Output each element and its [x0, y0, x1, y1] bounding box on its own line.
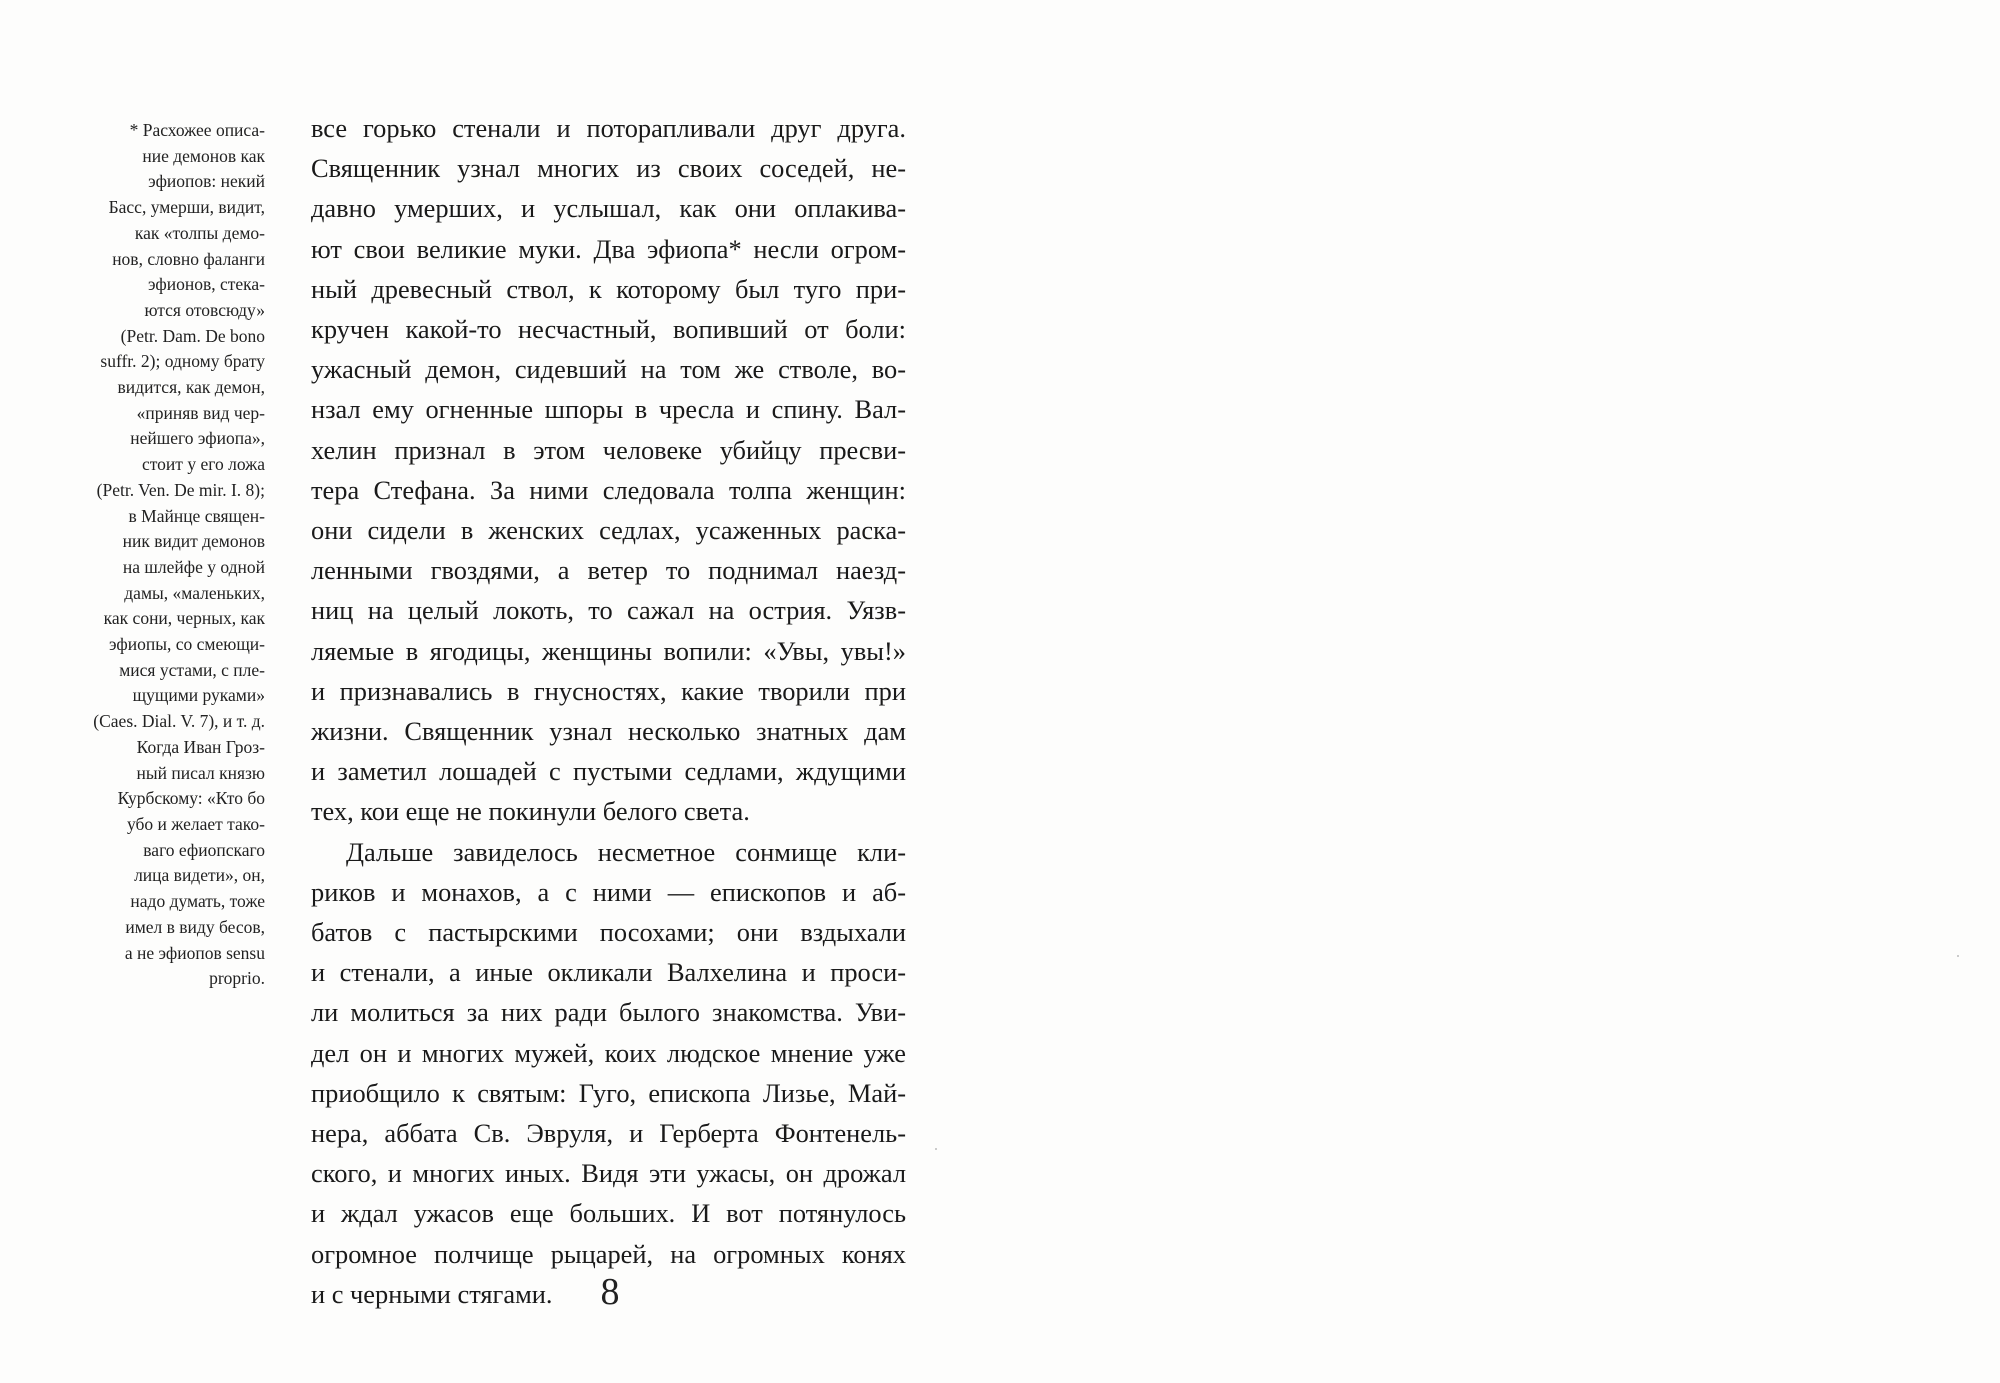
text-line: и стенали, а иные окликали Валхелина и проси-	[311, 957, 906, 988]
text-line: нзал ему огненные шпоры в чресла и спину. Вал-	[311, 394, 906, 425]
footnote-line: (Petr. Ven. De mir. I. 8);	[96, 479, 265, 500]
left-main-text	[311, 108, 906, 1314]
footnote-line: ние демонов как	[142, 145, 265, 166]
footnote-line: ный писал князю	[136, 762, 265, 783]
page-number-left: 8	[600, 1271, 620, 1313]
text-line: риков и монахов, а с ними — епископов и аб-	[311, 876, 906, 907]
footnote-line: надо думать, тоже	[130, 891, 265, 912]
footnote-line: мися устами, с пле-	[119, 659, 265, 680]
text-line: нера, аббата Св. Эвруля, и Герберта Фонтенель-	[311, 1118, 906, 1149]
text-line: батов с пастырскими посохами; они вздыхали	[311, 917, 906, 948]
text-line: приобщило к святым: Гуго, епископа Лизье, Май-	[311, 1077, 906, 1108]
footnote-line: нов, словно фаланги	[112, 248, 265, 269]
text-line: и ждал ужасов еще больших. И вот потянулось	[311, 1198, 906, 1229]
text-line: давно умерших, и услышал, как они оплакива-	[311, 193, 906, 224]
margin-footnote	[60, 118, 265, 992]
footnote-line: ваго ефиопскаго	[143, 839, 265, 860]
footnote-line: Курбскому: «Кто бо	[117, 788, 265, 809]
footnote-line: имел в виду бесов,	[125, 916, 265, 937]
footnote-line: убо и желает тако-	[126, 813, 265, 834]
footnote-line: дамы, «маленьких,	[124, 582, 265, 603]
footnote-line: эфиопов: некий	[148, 171, 265, 192]
text-line: жизни. Священник узнал несколько знатных дам	[311, 716, 906, 747]
text-line: ляемые в ягодицы, женщины вопили: «Увы, увы!»	[311, 635, 906, 666]
text-line: и с черными стягами.	[311, 1278, 553, 1309]
text-line: они сидели в женских седлах, усаженных раска-	[311, 515, 906, 546]
paper-speck	[935, 1148, 937, 1150]
text-line: тера Стефана. За ними следовала толпа женщин:	[311, 474, 906, 505]
footnote-line: Когда Иван Гроз-	[136, 736, 265, 757]
text-line: Дальше завиделось несметное сонмище кли-	[346, 836, 906, 867]
footnote-line: на шлейфе у одной	[122, 556, 265, 577]
footnote-line: suffr. 2); одному брату	[100, 351, 265, 372]
footnote-line: (Caes. Dial. V. 7), и т. д.	[93, 711, 265, 732]
footnote-line: эфионов, стека-	[147, 274, 265, 295]
footnote-line: эфиопы, со смеющи-	[109, 634, 265, 655]
footnote-line: * Расхожее описа-	[129, 120, 265, 140]
paper-speck	[1957, 955, 1959, 957]
text-line: ют свои великие муки. Два эфиопа* несли огром-	[311, 233, 906, 264]
footnote-line: (Petr. Dam. De bono	[120, 325, 265, 346]
text-line: все горько стенали и поторапливали друг друга.	[311, 113, 906, 143]
footnote-line: как «толпы демо-	[134, 222, 265, 243]
text-line: кручен какой-то несчастный, вопивший от боли:	[311, 314, 906, 345]
text-line: тех, кои еще не покинули белого света.	[311, 796, 750, 827]
text-line: ского, и многих иных. Видя эти ужасы, он дрожал	[311, 1158, 906, 1189]
text-line: хелин признал в этом человеке убийцу пресви-	[311, 434, 906, 465]
footnote-line: а не эфиопов sensu	[124, 942, 265, 963]
text-line: ли молиться за них ради былого знакомства. Уви-	[311, 997, 906, 1028]
text-line: огромное полчище рыцарей, на огромных конях	[311, 1238, 906, 1269]
footnote-line: как сони, черных, как	[103, 608, 265, 629]
footnote-line: видится, как демон,	[117, 377, 265, 398]
footnote-line: щущими руками»	[132, 685, 265, 706]
text-line: Священник узнал многих из своих соседей, не-	[311, 153, 906, 184]
right-page	[1000, 0, 2000, 1383]
text-line: ный древесный ствол, к которому был туго при-	[311, 273, 906, 304]
text-line: дел он и многих мужей, коих людское мнение уже	[311, 1037, 906, 1068]
footnote-line: Басс, умерши, видит,	[108, 197, 265, 218]
text-line: и признавались в гнусностях, какие творили при	[311, 675, 906, 706]
footnote-line: лица видети», он,	[134, 865, 265, 886]
text-line: и заметил лошадей с пустыми седлами, ждущими	[311, 756, 906, 787]
footnote-line: нейшего эфиопа»,	[130, 428, 265, 449]
footnote-line: proprio.	[209, 968, 265, 989]
text-line: ужасный демон, сидевший на том же стволе, во-	[311, 354, 906, 385]
footnote-line: в Майнце священ-	[128, 505, 265, 526]
footnote-line: «приняв вид чер-	[136, 402, 265, 423]
footnote-line: ются отовсюду»	[144, 299, 265, 320]
text-line: ленными гвоздями, а ветер то поднимал наезд-	[311, 555, 906, 586]
footnote-line: стоит у его ложа	[142, 454, 265, 475]
footnote-line: ник видит демонов	[122, 531, 265, 552]
text-line: ниц на целый локоть, то сажал на острия. Уязв-	[311, 595, 906, 626]
